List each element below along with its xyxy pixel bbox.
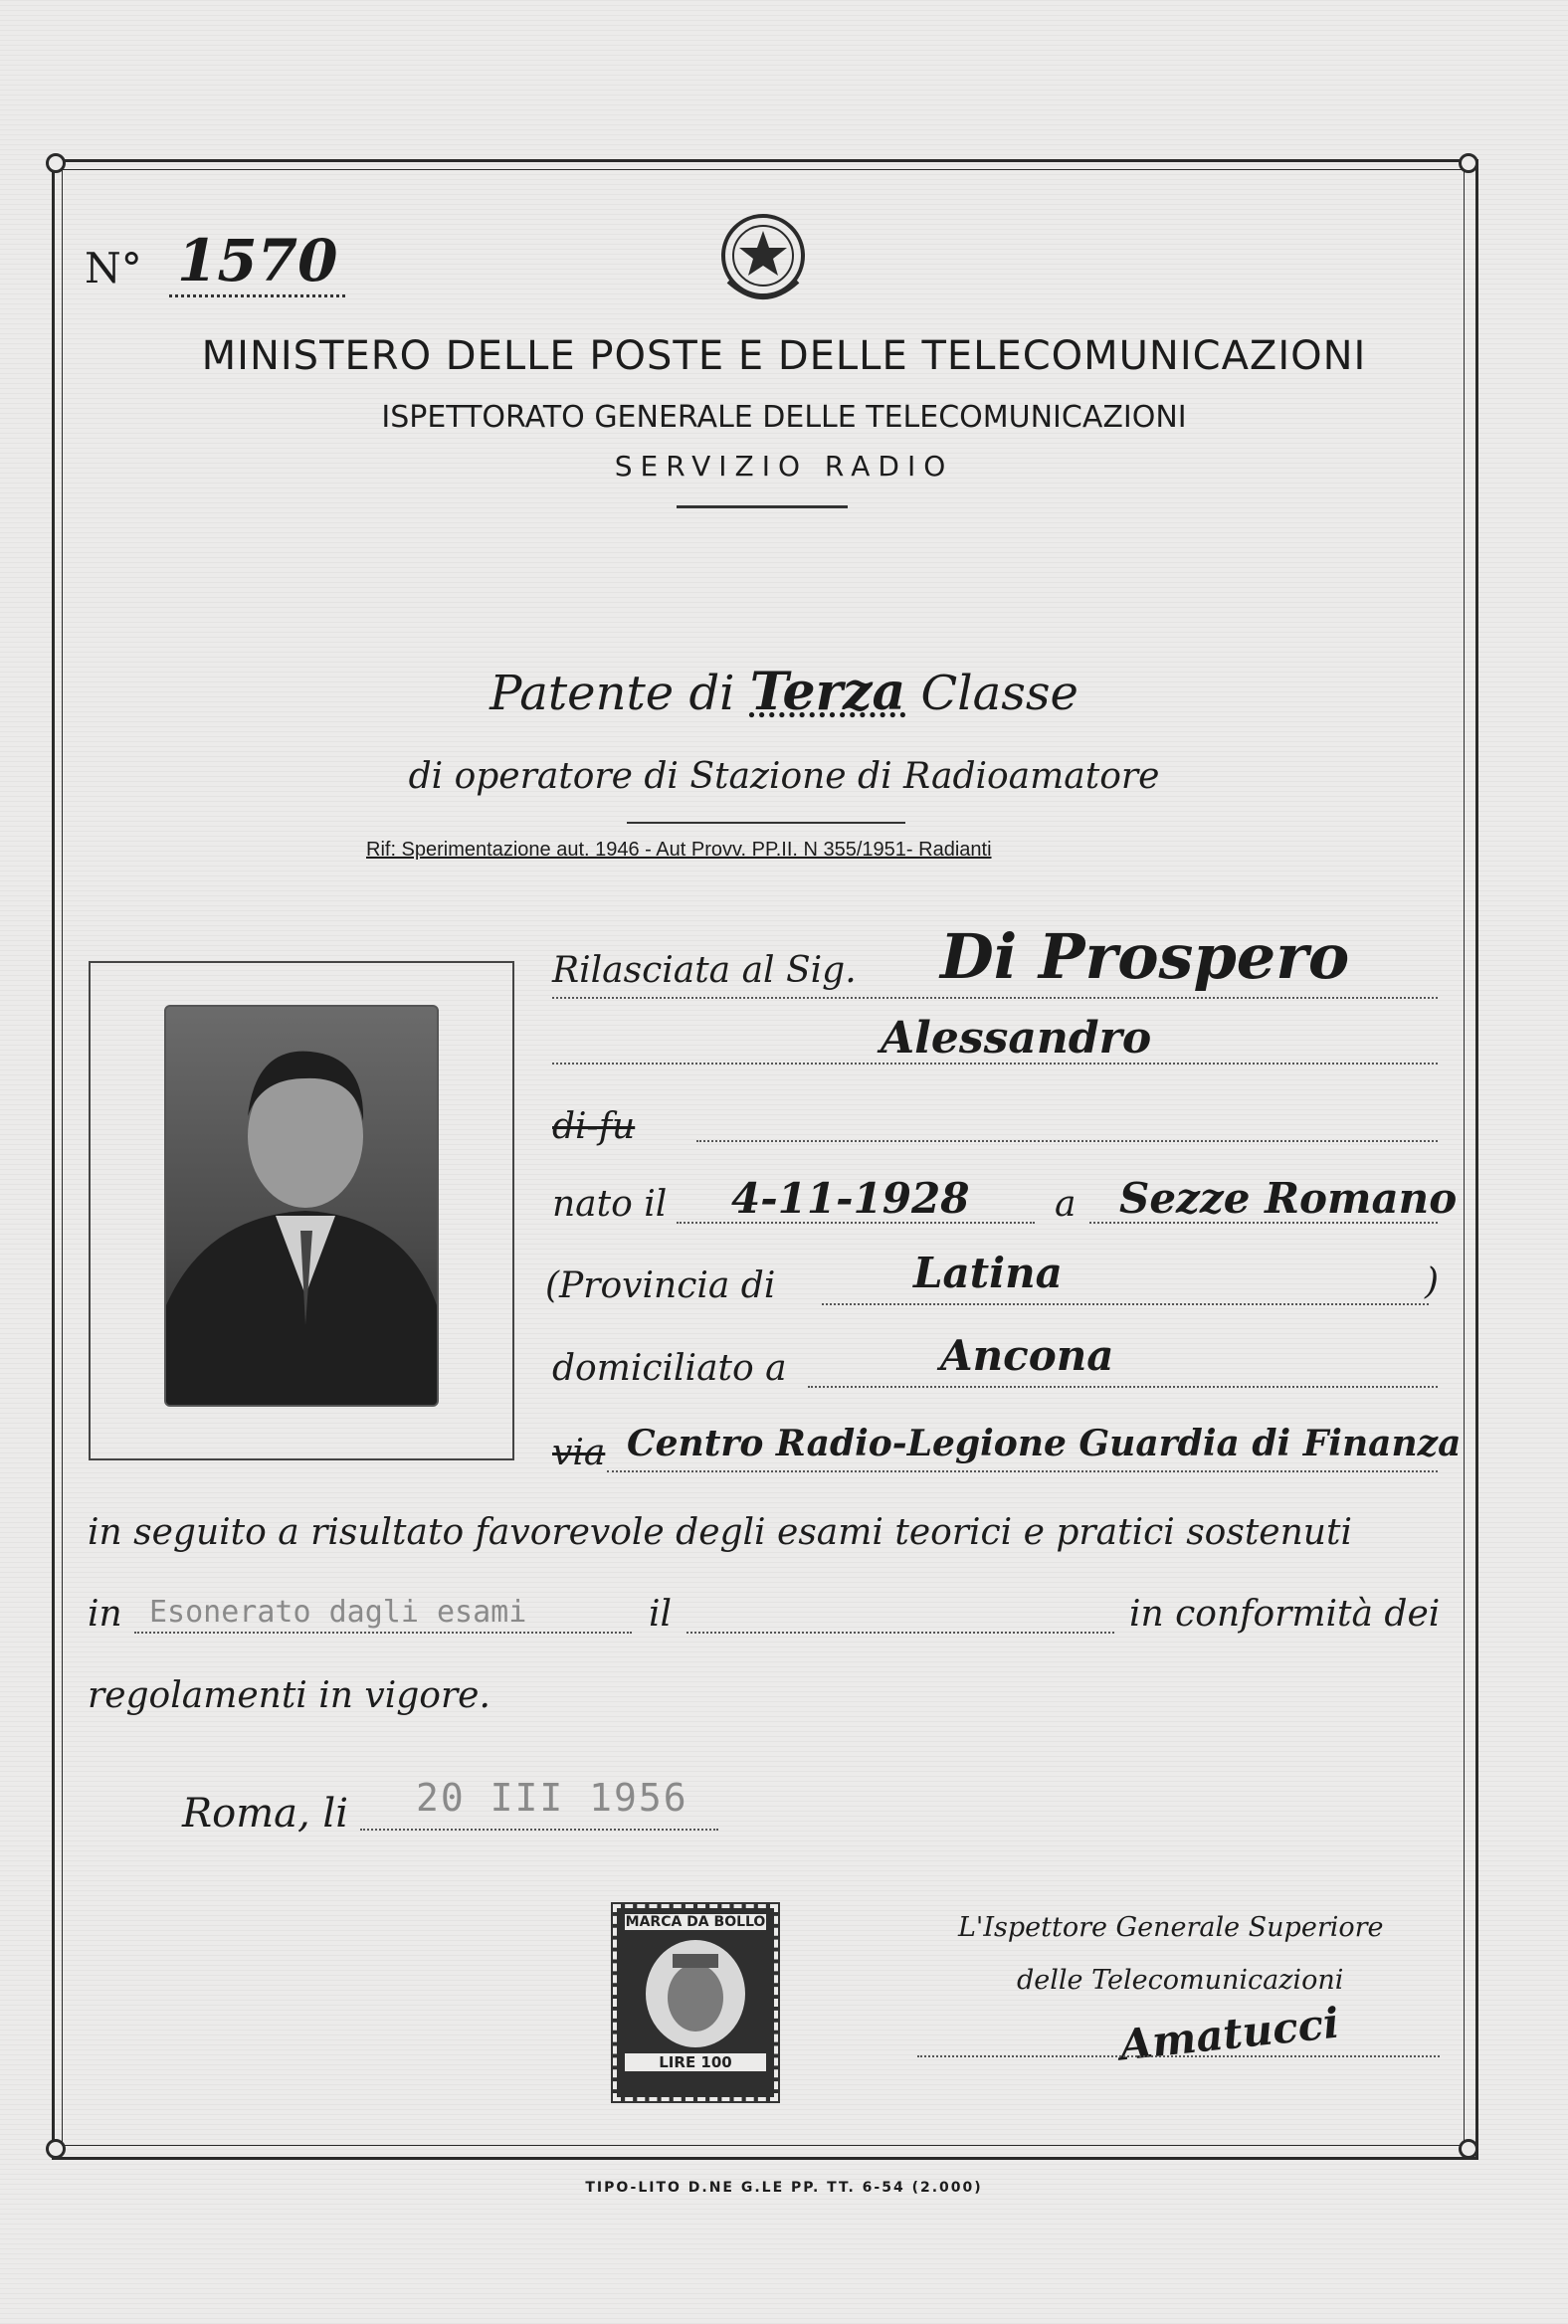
holder-photo <box>164 1005 439 1407</box>
birth-place: Sezze Romano <box>1119 1174 1458 1223</box>
dotted-line <box>552 997 1438 999</box>
licence-class-value: Terza <box>749 662 906 722</box>
via-label: via <box>552 1433 606 1473</box>
title-divider <box>627 822 905 824</box>
printer-footer: TIPO-LITO D.NE G.LE PP. TT. 6-54 (2.000) <box>585 2180 983 2196</box>
corner-ornament <box>46 153 66 173</box>
dotted-line <box>917 2055 1440 2057</box>
holder-surname: Di Prospero <box>940 920 1350 993</box>
numero-label: N° <box>85 244 142 292</box>
dotted-line <box>134 1632 632 1634</box>
il-label: il <box>649 1594 673 1635</box>
domicilio-label: domiciliato a <box>552 1348 787 1389</box>
nato-label: nato il <box>552 1184 668 1225</box>
head-profile-icon <box>621 1932 770 2051</box>
place-label: Roma, li <box>182 1791 348 1837</box>
service-heading: SERVIZIO RADIO <box>614 450 954 483</box>
a-label: a <box>1055 1184 1077 1225</box>
title-suffix: Classe <box>920 666 1078 721</box>
conformita-text: in conformità dei <box>1129 1594 1441 1635</box>
body-line-1: in seguito a risultato favorevole degli esami teorici e pratici sostenuti <box>88 1512 1352 1553</box>
dotted-line <box>696 1140 1438 1142</box>
issue-date-stamp: 20 III 1956 <box>416 1776 688 1820</box>
provincia-label: (Provincia di <box>545 1265 776 1306</box>
provincia-close: ) <box>1425 1261 1440 1302</box>
dotted-line <box>822 1303 1429 1305</box>
exemption-stamp: Esonerato dagli esami <box>149 1595 527 1630</box>
holder-first-name: Alessandro <box>881 1013 1152 1064</box>
signature: Amatucci <box>1117 1998 1342 2070</box>
dotted-line <box>607 1470 1438 1472</box>
body-line-3: regolamenti in vigore. <box>88 1675 490 1716</box>
provincia-value: Latina <box>913 1249 1063 1297</box>
via-value: Centro Radio-Legione Guardia di Finanza <box>627 1423 1462 1464</box>
revenue-stamp <box>613 1904 778 2101</box>
rilasciata-label: Rilasciata al Sig. <box>552 950 857 991</box>
signatory-title-1: L'Ispettore Generale Superiore <box>958 1912 1384 1943</box>
revenue-stamp-top: MARCA DA BOLLO <box>625 1914 766 1930</box>
corner-ornament <box>46 2139 66 2159</box>
signatory-title-2: delle Telecomunicazioni <box>1017 1965 1344 1996</box>
birth-date: 4-11-1928 <box>731 1174 970 1223</box>
licence-subtitle: di operatore di Stazione di Radioamatore <box>408 756 1160 797</box>
portrait-icon <box>166 1007 437 1405</box>
reference-line: Rif: Sperimentazione aut. 1946 - Aut Provv. PP.II. N 355/1951- Radianti <box>366 839 992 861</box>
corner-ornament <box>1459 153 1478 173</box>
in-label: in <box>88 1594 122 1635</box>
dotted-line <box>360 1829 718 1831</box>
header-divider <box>677 505 848 508</box>
corner-ornament <box>1459 2139 1478 2159</box>
title-prefix: Patente di <box>490 666 735 721</box>
di-fu-label: di-fu <box>552 1106 636 1147</box>
ministry-heading: MINISTERO DELLE POSTE E DELLE TELECOMUNICAZIONI <box>201 333 1367 379</box>
revenue-stamp-bottom: LIRE 100 <box>625 2053 766 2071</box>
inspectorate-heading: ISPETTORATO GENERALE DELLE TELECOMUNICAZIONI <box>381 400 1187 435</box>
domicilio-value: Ancona <box>940 1331 1114 1380</box>
dotted-line <box>686 1632 1114 1634</box>
emblem-icon <box>714 204 812 313</box>
licence-title <box>0 662 1568 722</box>
dotted-line <box>808 1386 1438 1388</box>
dotted-line <box>552 1063 1438 1065</box>
numero-value: 1570 <box>169 227 345 297</box>
